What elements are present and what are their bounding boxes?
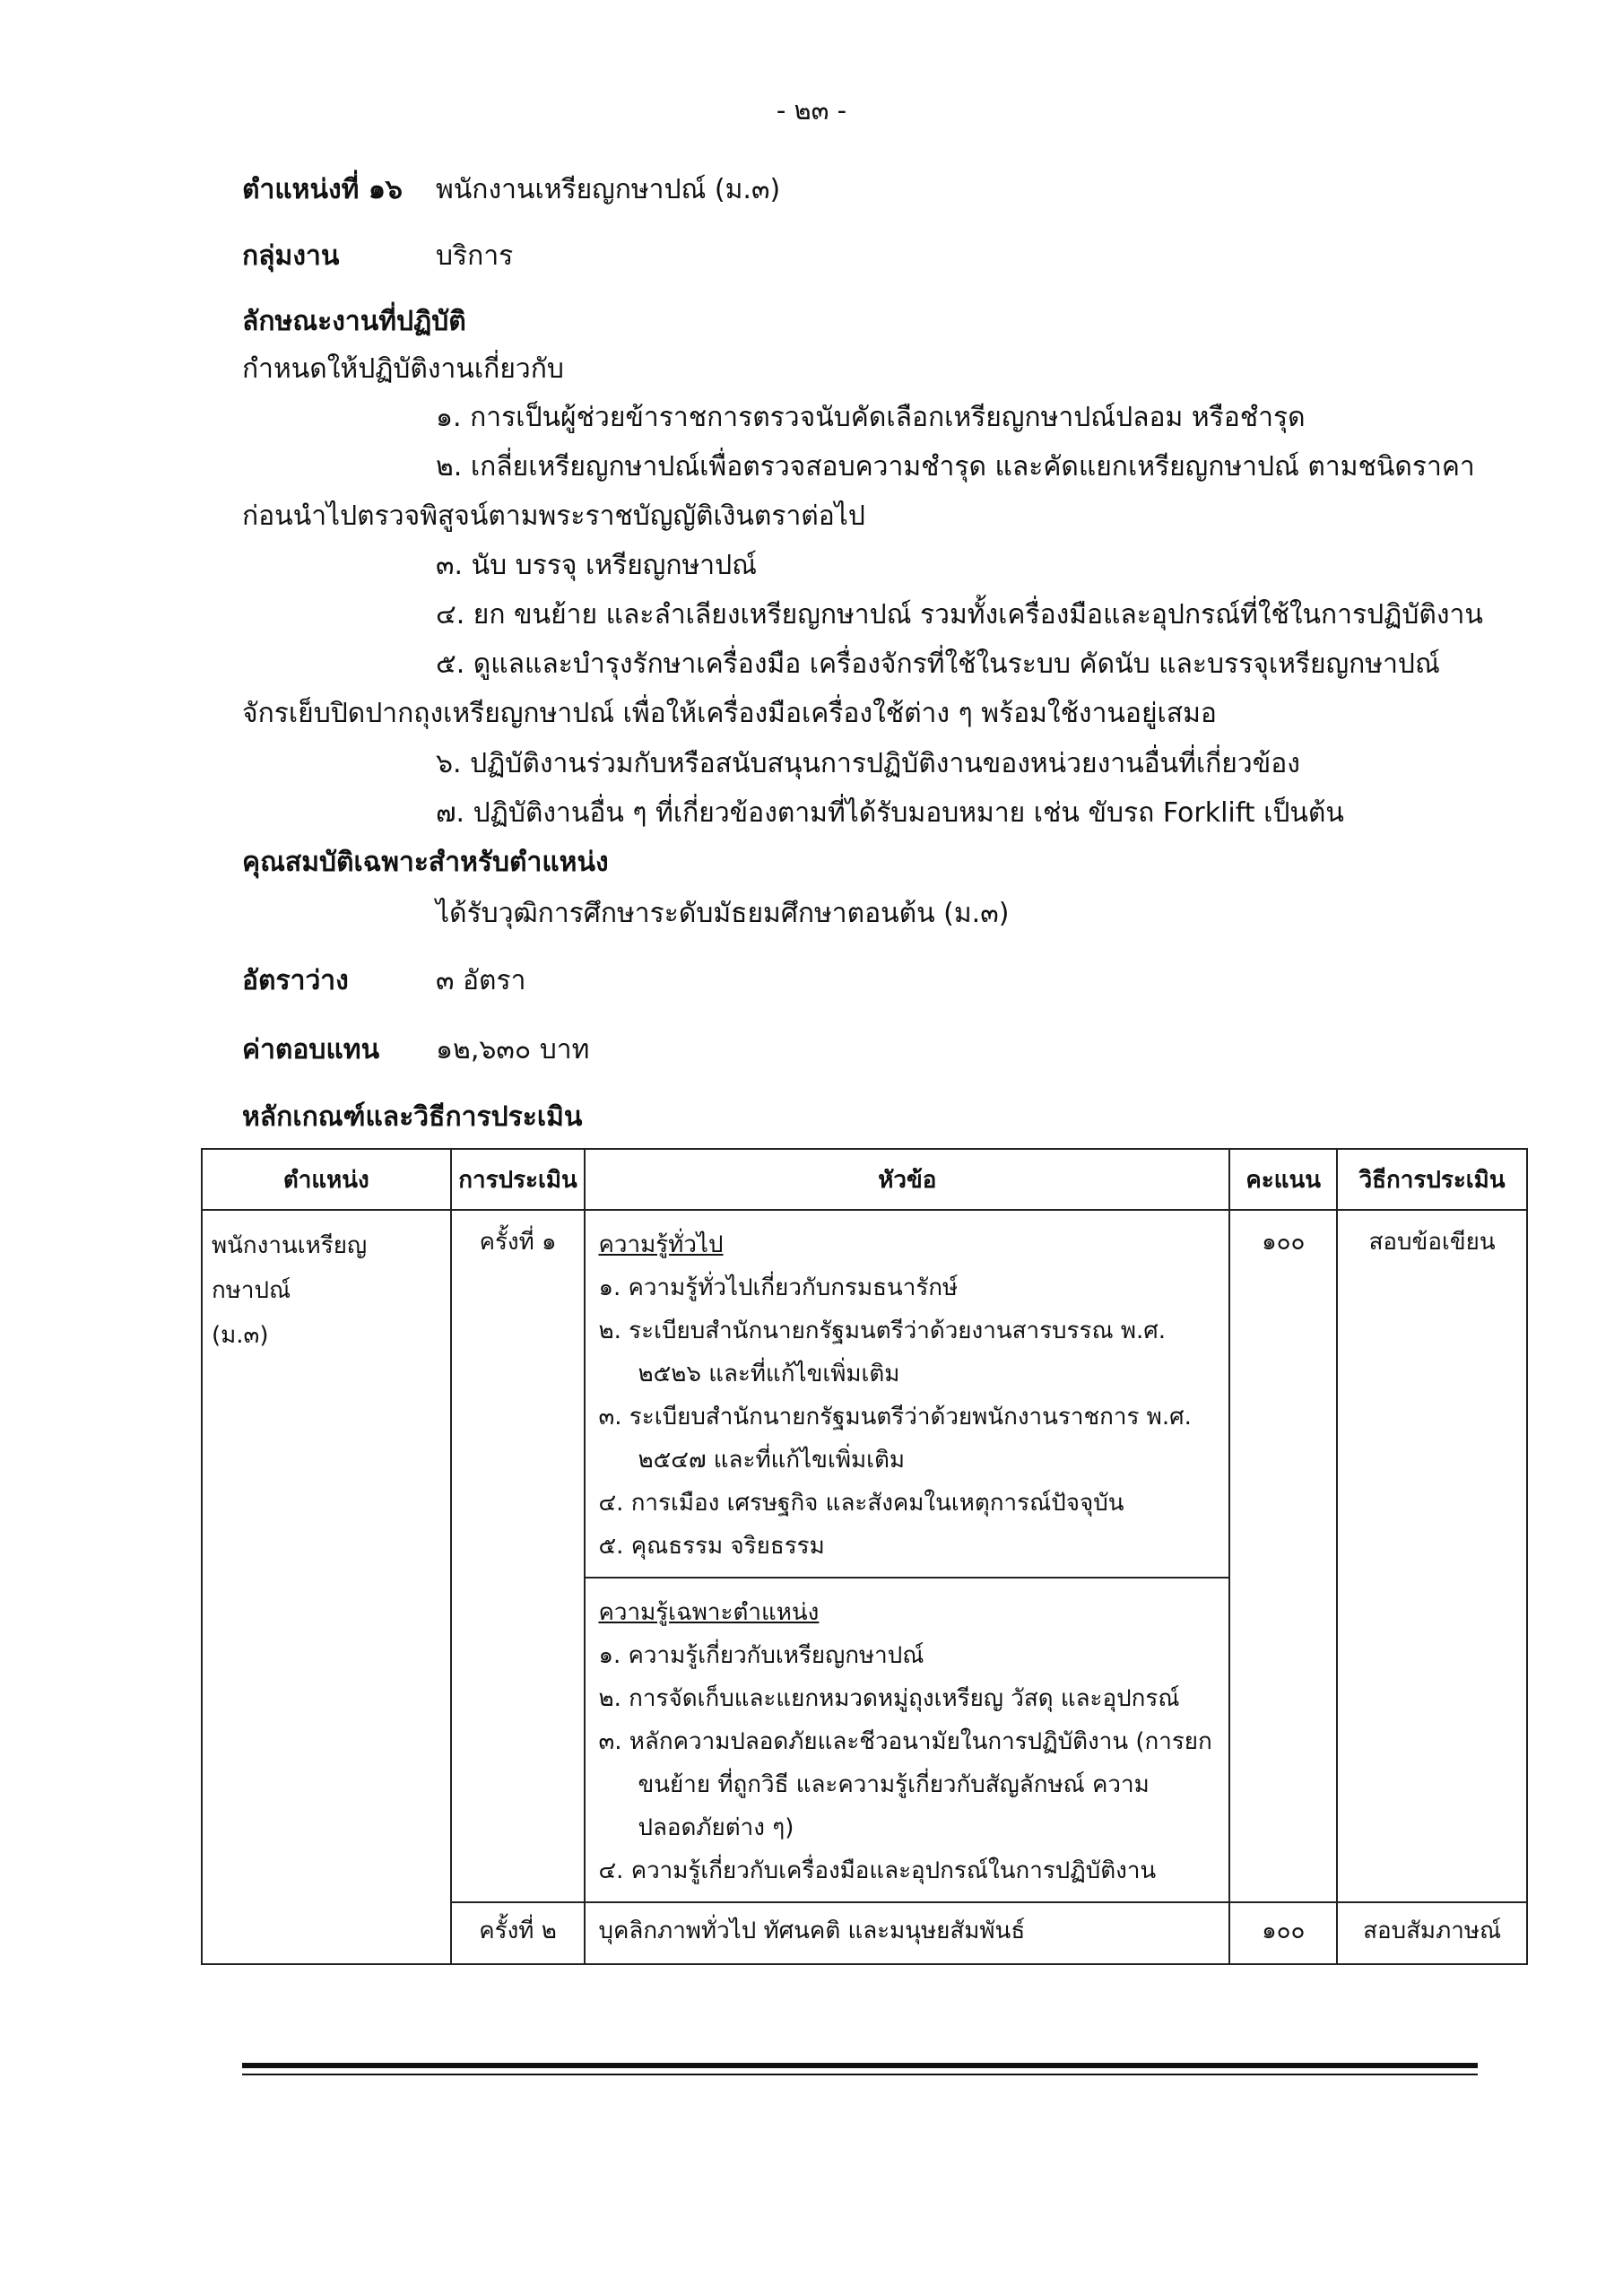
salary-label: ค่าตอบแทน [242, 1034, 380, 1065]
header-position: ตำแหน่ง [202, 1149, 451, 1210]
footer-rule-thick [242, 2063, 1478, 2068]
list-item: ๒. การจัดเก็บและแยกหมวดหมู่ถุงเหรียญ วัสดุ และอุปกรณ์ [598, 1685, 1180, 1712]
round-2-topic: บุคลิกภาพทั่วไป ทัศนคติ และมนุษยสัมพันธ์ [585, 1902, 1229, 1964]
table-header-row [202, 1149, 1527, 1210]
duty-item-5-cont: จักรเย็บปิดปากถุงเหรียญกษาปณ์ เพื่อให้เครื่องมือเครื่องใช้ต่าง ๆ พร้อมใช้งานอยู่เสมอ [242, 698, 1217, 729]
group-label: กลุ่มงาน [242, 240, 340, 272]
list-item: ๓. หลักความปลอดภัยและชีวอนามัยในการปฏิบัติงาน (การยกขนย้าย ที่ถูกวิธี และความรู้เกี่ยวกับสัญลักษณ์ ความปลอดภัยต่าง ๆ) [598, 1728, 1212, 1841]
header-round: การประเมิน [451, 1149, 586, 1210]
evaluation-table [201, 1148, 1528, 1965]
round-2-score: ๑๐๐ [1229, 1902, 1337, 1964]
header-method: วิธีการประเมิน [1337, 1149, 1527, 1210]
cell-position [202, 1210, 451, 1964]
position-label: ตำแหน่งที่ ๑๖ [242, 174, 403, 205]
list-item: ๒. ระเบียบสำนักนายกรัฐมนตรีว่าด้วยงานสารบรรณ พ.ศ. ๒๕๒๖ และที่แก้ไขเพิ่มเติม [598, 1318, 1167, 1387]
duty-item-1: ๑. การเป็นผู้ช่วยข้าราชการตรวจนับคัดเลือกเหรียญกษาปณ์ปลอม หรือชำรุด [436, 402, 1306, 433]
general-knowledge-heading: ความรู้ทั่วไป [598, 1231, 724, 1258]
duty-item-5: ๕. ดูแลและบำรุงรักษาเครื่องมือ เครื่องจักรที่ใช้ในระบบ คัดนับ และบรรจุเหรียญกษาปณ์ [436, 648, 1440, 680]
duty-item-2: ๒. เกลี่ยเหรียญกษาปณ์เพื่อตรวจสอบความชำรุด และคัดแยกเหรียญกษาปณ์ ตามชนิดราคา [436, 451, 1475, 483]
header-score: คะแนน [1229, 1149, 1337, 1210]
round-1-topics [585, 1210, 1229, 1902]
duty-item-3: ๓. นับ บรรจุ เหรียญกษาปณ์ [436, 550, 757, 581]
duties-intro: กำหนดให้ปฏิบัติงานเกี่ยวกับ [242, 353, 564, 385]
specific-knowledge-heading: ความรู้เฉพาะตำแหน่ง [598, 1599, 820, 1626]
duty-item-2-cont: ก่อนนำไปตรวจพิสูจน์ตามพระราชบัญญัติเงินตราต่อไป [242, 500, 865, 532]
general-knowledge-section [586, 1211, 1228, 1577]
duty-item-7: ๗. ปฏิบัติงานอื่น ๆ ที่เกี่ยวข้องตามที่ได้รับมอบหมาย เช่น ขับรถ Forklift เป็นต้น [436, 797, 1344, 829]
header-topic: หัวข้อ [585, 1149, 1229, 1210]
duty-item-4: ๔. ยก ขนย้าย และลำเลียงเหรียญกษาปณ์ รวมทั้งเครื่องมือและอุปกรณ์ที่ใช้ในการปฏิบัติงาน [436, 599, 1483, 631]
duties-title: ลักษณะงานที่ปฏิบัติ [242, 306, 466, 337]
round-1-score: ๑๐๐ [1229, 1210, 1337, 1902]
position-line-1: พนักงานเหรียญกษาปณ์ [212, 1232, 368, 1304]
page-number: - ๒๓ - [776, 95, 847, 126]
list-item: ๑. ความรู้เกี่ยวกับเหรียญกษาปณ์ [598, 1642, 924, 1669]
specific-knowledge-section [586, 1577, 1228, 1901]
table-row [202, 1210, 1527, 1902]
list-item: ๓. ระเบียบสำนักนายกรัฐมนตรีว่าด้วยพนักงานราชการ พ.ศ. ๒๕๔๗ และที่แก้ไขเพิ่มเติม [598, 1404, 1192, 1474]
vacancy-label: อัตราว่าง [242, 965, 349, 996]
position-line-2: (ม.๓) [212, 1322, 269, 1349]
qualifications-value: ได้รับวุฒิการศึกษาระดับมัธยมศึกษาตอนต้น (ม.๓) [436, 898, 1010, 929]
round-1-method: สอบข้อเขียน [1337, 1210, 1527, 1902]
footer-rule-thin [242, 2074, 1478, 2075]
duty-item-6: ๖. ปฏิบัติงานร่วมกับหรือสนับสนุนการปฏิบัติงานของหน่วยงานอื่นที่เกี่ยวข้อง [436, 748, 1300, 779]
list-item: ๔. ความรู้เกี่ยวกับเครื่องมือและอุปกรณ์ในการปฏิบัติงาน [598, 1857, 1157, 1884]
vacancy-value: ๓ อัตรา [436, 965, 526, 996]
salary-value: ๑๒,๖๓๐ บาท [436, 1034, 590, 1065]
round-1-label: ครั้งที่ ๑ [451, 1210, 586, 1902]
list-item: ๕. คุณธรรม จริยธรรม [598, 1533, 825, 1560]
list-item: ๔. การเมือง เศรษฐกิจ และสังคมในเหตุการณ์ปัจจุบัน [598, 1490, 1124, 1517]
qualifications-title: คุณสมบัติเฉพาะสำหรับตำแหน่ง [242, 847, 609, 878]
round-2-method: สอบสัมภาษณ์ [1337, 1902, 1527, 1964]
list-item: ๑. ความรู้ทั่วไปเกี่ยวกับกรมธนารักษ์ [598, 1274, 959, 1301]
position-value: พนักงานเหรียญกษาปณ์ (ม.๓) [436, 174, 781, 205]
group-value: บริการ [436, 240, 514, 272]
round-2-label: ครั้งที่ ๒ [451, 1902, 586, 1964]
criteria-title: หลักเกณฑ์และวิธีการประเมิน [242, 1101, 583, 1133]
